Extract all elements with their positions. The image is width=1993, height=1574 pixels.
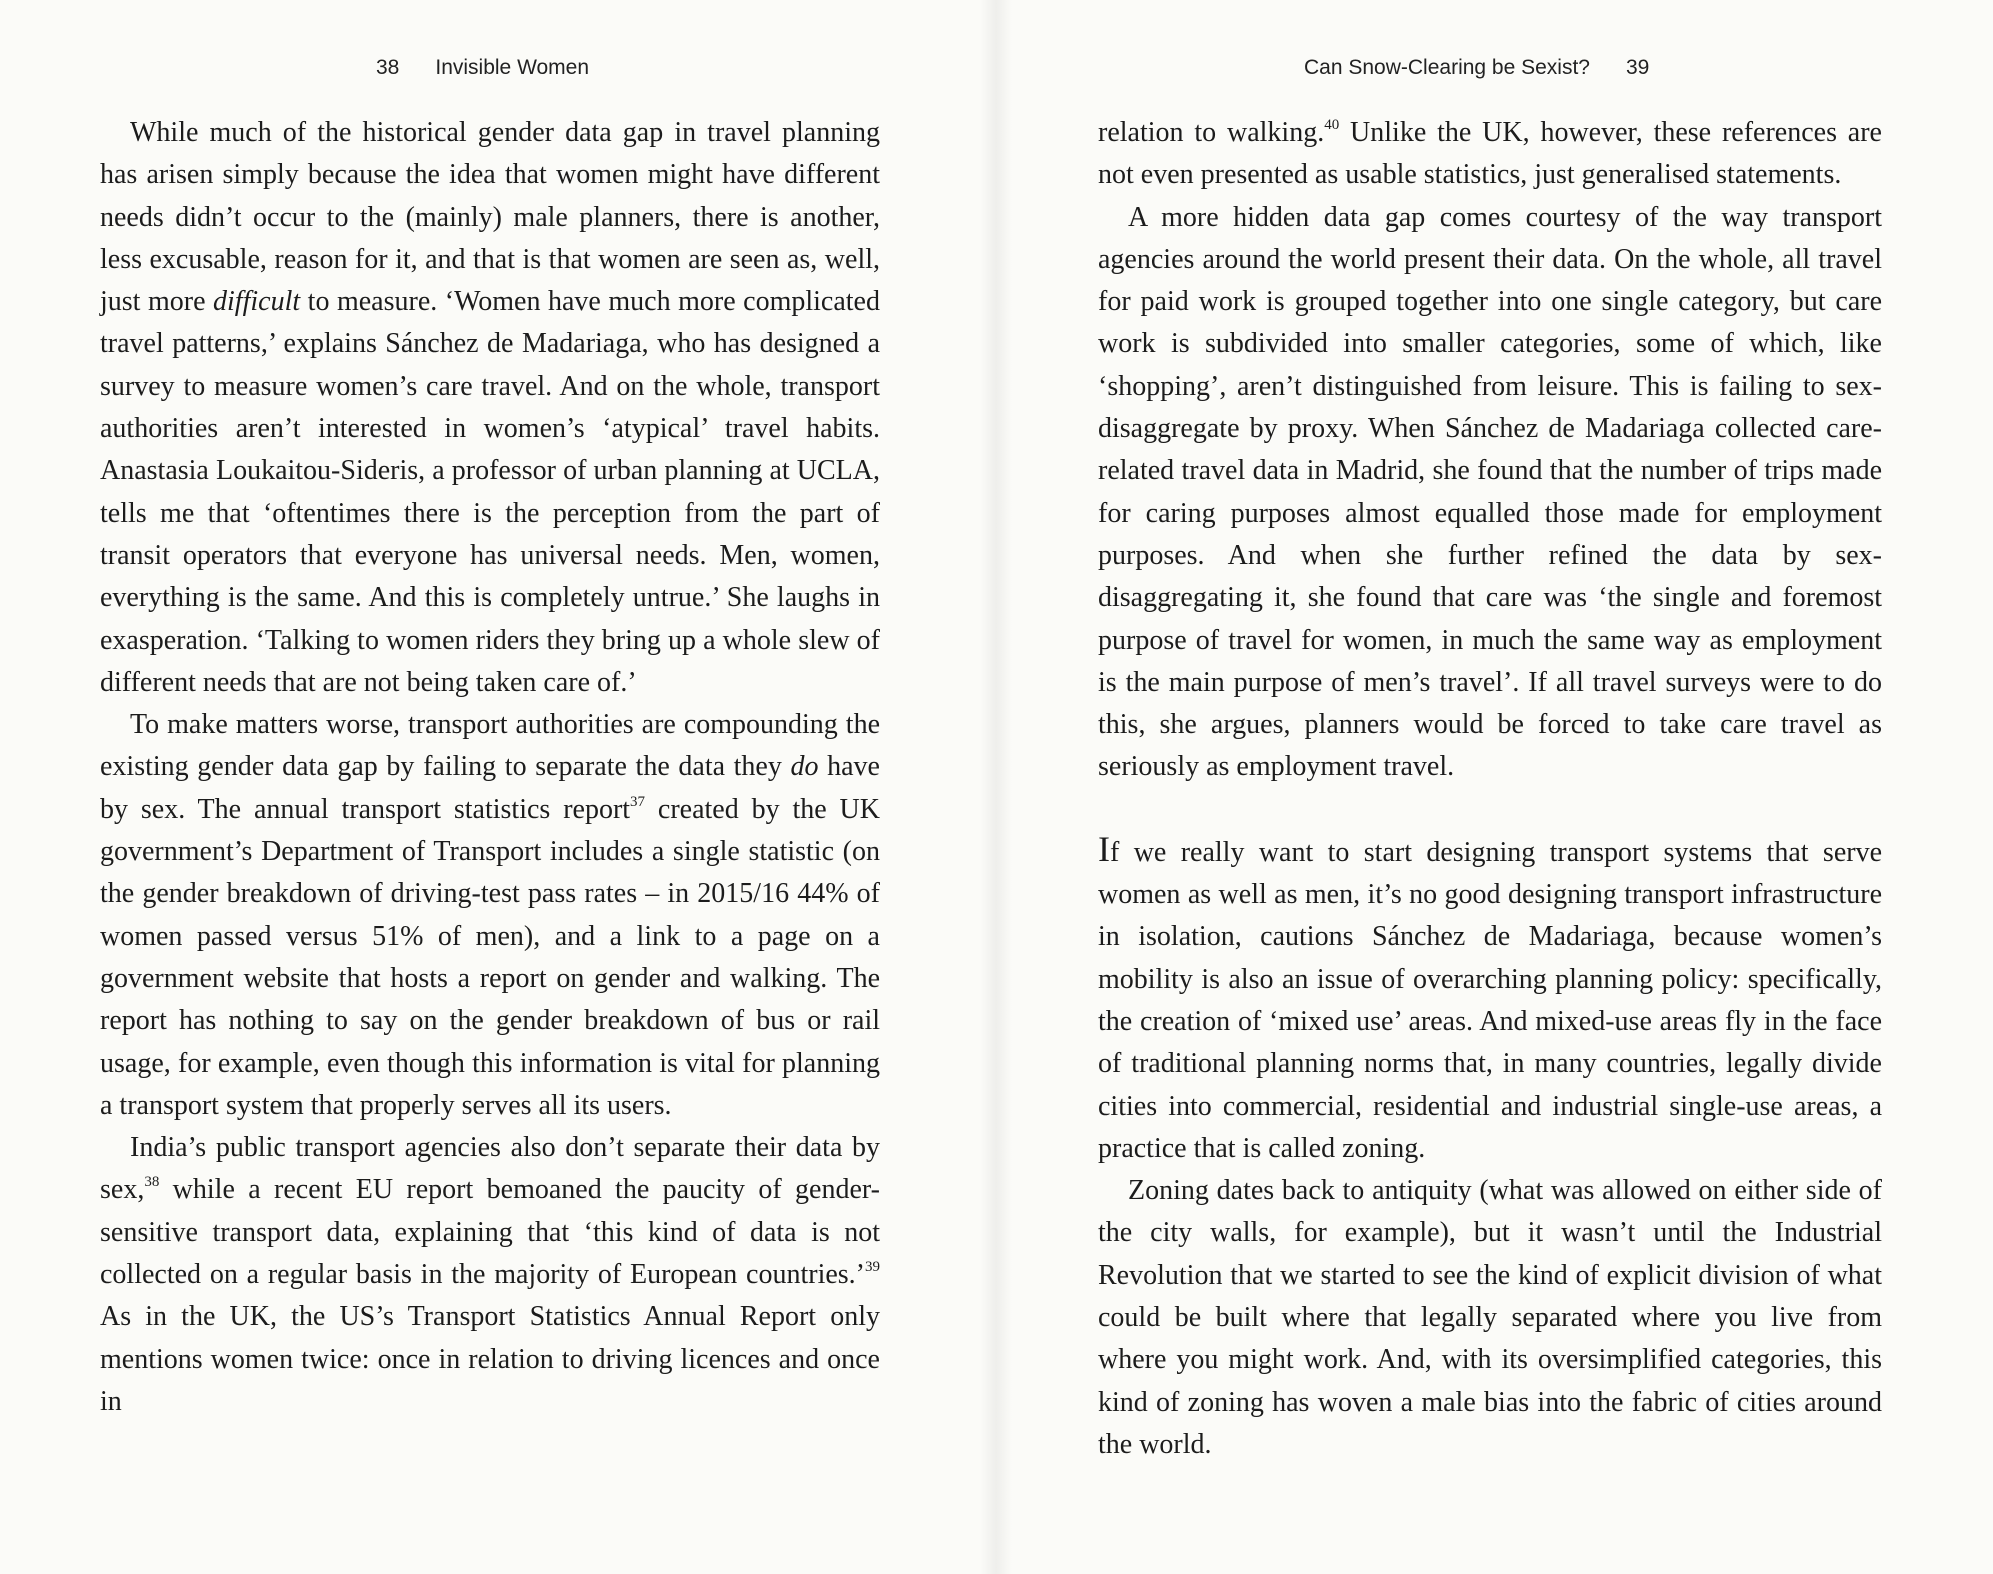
footnote-ref: 37	[630, 793, 646, 810]
text-run: To make matters worse, transport authorities are compounding the existing gender data gap by failing to separate the data they	[100, 709, 880, 783]
right-page	[996, 0, 1993, 1574]
book-title: Invisible Women	[435, 56, 590, 79]
text-run: have by sex. The annual transport statistics report	[100, 751, 880, 825]
text-run: while a recent EU report bemoaned the paucity of gender-sensitive transport data, explaining that ‘this kind of data is not collected on a regular basis in the majority of European countries.’	[100, 1174, 880, 1291]
body-text-right	[1098, 112, 1882, 1466]
drop-cap: I	[1098, 828, 1110, 869]
chapter-title: Can Snow-Clearing be Sexist?	[1304, 56, 1590, 79]
paragraph	[1098, 197, 1882, 789]
page-number-right: 39	[1625, 56, 1650, 79]
text-run: Unlike the UK, however, these references are not even presented as usable statistics, just generalised statements.	[1098, 117, 1882, 191]
text-run: As in the UK, the US’s Transport Statistics Annual Report only mentions women twice: once in relation to driving licences and once in	[100, 1301, 880, 1417]
text-run: f we really want to start designing transport systems that serve women as well as men, it’s no good designing transport infrastructure in isolation, cautions Sánchez de Madariaga, because women’s mobility is also an issue of overarching planning policy: specifically, the creation of ‘mixed use’ areas. And mixed-use areas fly in the face of traditional planning norms that, in many countries, legally divide cities into commercial, residential and industrial single-use areas, a practice that is called zoning.	[1098, 836, 1882, 1164]
left-page	[0, 0, 996, 1574]
text-run: to measure. ‘Women have much more complicated travel patterns,’ explains Sánchez de Madariaga, who has designed a survey to measure women’s care travel. And on the whole, transport authorities aren’t interested in women’s ‘atypical’ travel habits. Anastasia Loukaitou-Sideris, a professor of urban planning at UCLA, tells me that ‘oftentimes there is the perception from the part of transit operators that everyone has universal needs. Men, women, everything is the same. And this is completely untrue.’ She laughs in exasperation. ‘Talking to women riders they bring up a whole slew of different needs that are not being taken care of.’	[100, 286, 880, 698]
text-run: India’s public transport agencies also don’t separate their data by sex,	[100, 1132, 880, 1206]
section-opening-paragraph	[1098, 828, 1882, 1170]
running-head-right	[1304, 56, 1649, 86]
footnote-ref: 40	[1324, 117, 1340, 133]
text-run: A more hidden data gap comes courtesy of the way transport agencies around the world present their data. On the whole, all travel for paid work is grouped together into one single category, but care work is subdivided into smaller categories, some of which, like ‘shopping’, aren’t distinguished from leisure. This is failing to sex-disaggregate by proxy. When Sánchez de Madariaga collected care-related travel data in Madrid, she found that the number of trips made for caring purposes almost equalled those made for employment purposes. And when she further refined the data by sex-disaggregating it, she found that care was ‘the single and foremost purpose of travel for women, in much the same way as employment is the main purpose of men’s travel’. If all travel surveys were to do this, she argues, planners would be forced to take care travel as seriously as employment travel.	[1098, 201, 1882, 783]
text-run: created by the UK government’s Department of Transport includes a single statistic (on the gender breakdown of driving-test pass rates – in 2015/16 44% of women passed versus 51% of men), and a link to a page on a government website that hosts a report on gender and walking. The report has nothing to say on the gender breakdown of bus or rail usage, for example, even though this information is vital for planning a transport system that properly serves all its users.	[100, 793, 880, 1121]
text-run: While much of the historical gender data gap in travel planning has arisen simply because the idea that women might have different needs didn’t occur to the (mainly) male planners, there is another, less excusable, reason for it, and that is that women are seen as, well, just more	[100, 117, 880, 318]
emphasis: difficult	[213, 286, 301, 318]
paragraph	[100, 112, 880, 704]
paragraph	[1098, 1170, 1882, 1466]
emphasis: do	[790, 751, 819, 783]
text-run: Zoning dates back to antiquity (what was allowed on either side of the city walls, for example), but it wasn’t until the Industrial Revolution that we started to see the kind of explicit division of what could be built where that legally separated where you live from where you might work. And, with its oversimplified categories, this kind of zoning has woven a male bias into the fabric of cities around the world.	[1098, 1175, 1882, 1460]
footnote-ref: 39	[865, 1259, 880, 1276]
paragraph	[100, 1127, 880, 1423]
body-text-left	[100, 112, 880, 1423]
paragraph	[100, 704, 880, 1127]
footnote-ref: 38	[144, 1174, 160, 1191]
running-head-left	[376, 56, 589, 86]
text-run: relation to walking.	[1098, 117, 1325, 148]
paragraph	[1098, 112, 1882, 197]
page-number-left: 38	[376, 56, 400, 79]
